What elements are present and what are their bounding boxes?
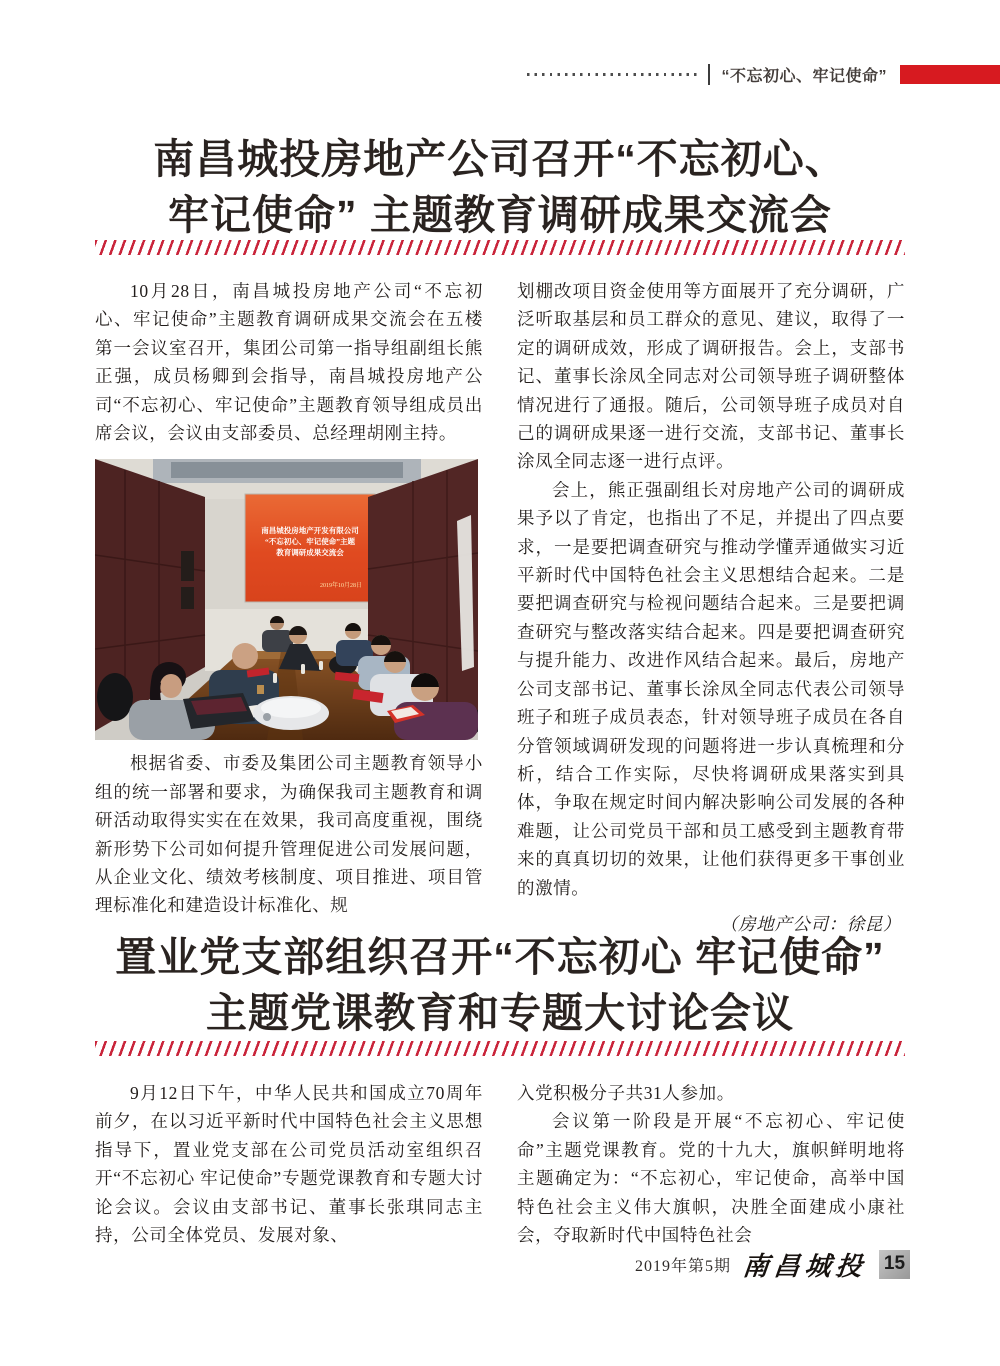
article2-title-line1: 置业党支部组织召开“不忘初心 牢记使命” [115,934,885,980]
issue-label: 2019年第5期 [634,1257,731,1275]
article2-body [95,1079,905,1249]
article1-title [40,131,960,243]
meeting-photo [95,459,478,740]
article2-left-column [95,1079,483,1249]
article1-title-line1: 南昌城投房地产公司召开“不忘初心、 [153,136,847,182]
page-number: 15 [879,1250,910,1279]
section-label: “不忘初心、牢记使命” [721,67,887,85]
magazine-name: 南昌城投 [741,1251,869,1281]
header-red-block [900,65,1000,84]
article1-body [95,277,905,938]
slide-title-line2: “不忘初心、牢记使命”主题 [265,537,355,547]
article1-left-column [95,277,483,938]
article1-byline: （房地产公司：徐昆） [720,913,901,934]
article2-title [40,929,960,1041]
paragraph: 根据省委、市委及集团公司主题教育领导小组的统一部署和要求，为确保我司主题教育和调研活动取得实实在在效果，我司高度重视，围绕新形势下公司如何提升管理促进公司发展问题，从企业文化、绩效考核制度、项目推进、项目管理标准化和建造设计标准化、规 [95,753,483,916]
slide-title-line3: 教育调研成果交流会 [276,548,344,558]
paragraph: 入党积极分子共31人参加。 [517,1083,735,1103]
page-footer [0,1247,910,1281]
paragraph: 9月12日下午，中华人民共和国成立70周年前夕，在以习近平新时代中国特色社会主义思想指导下，置业党支部在公司党员活动室组织召开“不忘初心 牢记使命”专题党课教育和专题大讨论会议。会议由支部书记、董事长张琪同志主持，公司全体党员、发展对象、 [95,1083,483,1246]
meeting-photo-illustration [95,459,478,740]
hatched-divider [95,240,905,255]
paragraph: 会上，熊正强副组长对房地产公司的调研成果予以了肯定，也指出了不足，并提出了四点要求，一是要把调查研究与推动学懂弄通做实习近平新时代中国特色社会主义思想结合起来。二是要把调查研究与检视问题结合起来。三是要把调查研究与整改落实结合起来。四是要把调查研究与提升能力、改进作风结合起来。最后，房地产公司支部书记、董事长涂凤全同志代表公司领导班子和班子成员表态，针对领导班子成员在各自分管领域调研发现的问题将进一步认真梳理和分析，结合工作实际，尽快将调研成果落实到具体，争取在规定时间内解决影响公司发展的各种难题，让公司党员干部和员工感受到主题教育带来的真真切切的效果，让他们获得更多干事创业的激情。 [517,479,905,898]
page-header [527,62,1000,86]
paragraph: 划棚改项目资金使用等方面展开了充分调研，广泛听取基层和员工群众的意见、建议，取得了一定的调研成效，形成了调研报告。会上，支部书记、董事长涂凤全同志对公司领导班子调研整体情况进行了通报。随后，公司领导班子成员对自己的调研成果逐一进行交流，支部书记、董事长涂凤全同志逐一进行点评。 [517,281,905,472]
projection-screen [245,494,375,602]
article1-right-column [517,277,905,938]
slide-title-line1: 南昌城投房地产开发有限公司 [261,526,359,536]
article2-title-line2: 主题党课教育和专题大讨论会议 [206,990,794,1036]
hatched-divider [95,1041,905,1056]
header-divider-bar [708,64,711,85]
article1-title-line2: 牢记使命” 主题教育调研成果交流会 [168,192,832,238]
dotted-line-decoration [527,73,699,76]
slide-date: 2019年10月28日 [319,583,363,590]
paragraph: 会议第一阶段是开展“不忘初心、牢记使命”主题党课教育。党的十九大，旗帜鲜明地将主题确定为：“不忘初心，牢记使命，高举中国特色社会主义伟大旗帜，决胜全面建成小康社会，夺取新时代中国特色社会 [517,1111,905,1246]
article2-right-column [517,1079,905,1249]
paragraph: 10月28日，南昌城投房地产公司“不忘初心、牢记使命”主题教育调研成果交流会在五楼第一会议室召开，集团公司第一指导组副组长熊正强，成员杨卿到会指导，南昌城投房地产公司“不忘初心、牢记使命”主题教育领导组成员出席会议，会议由支部委员、总经理胡刚主持。 [95,281,483,444]
